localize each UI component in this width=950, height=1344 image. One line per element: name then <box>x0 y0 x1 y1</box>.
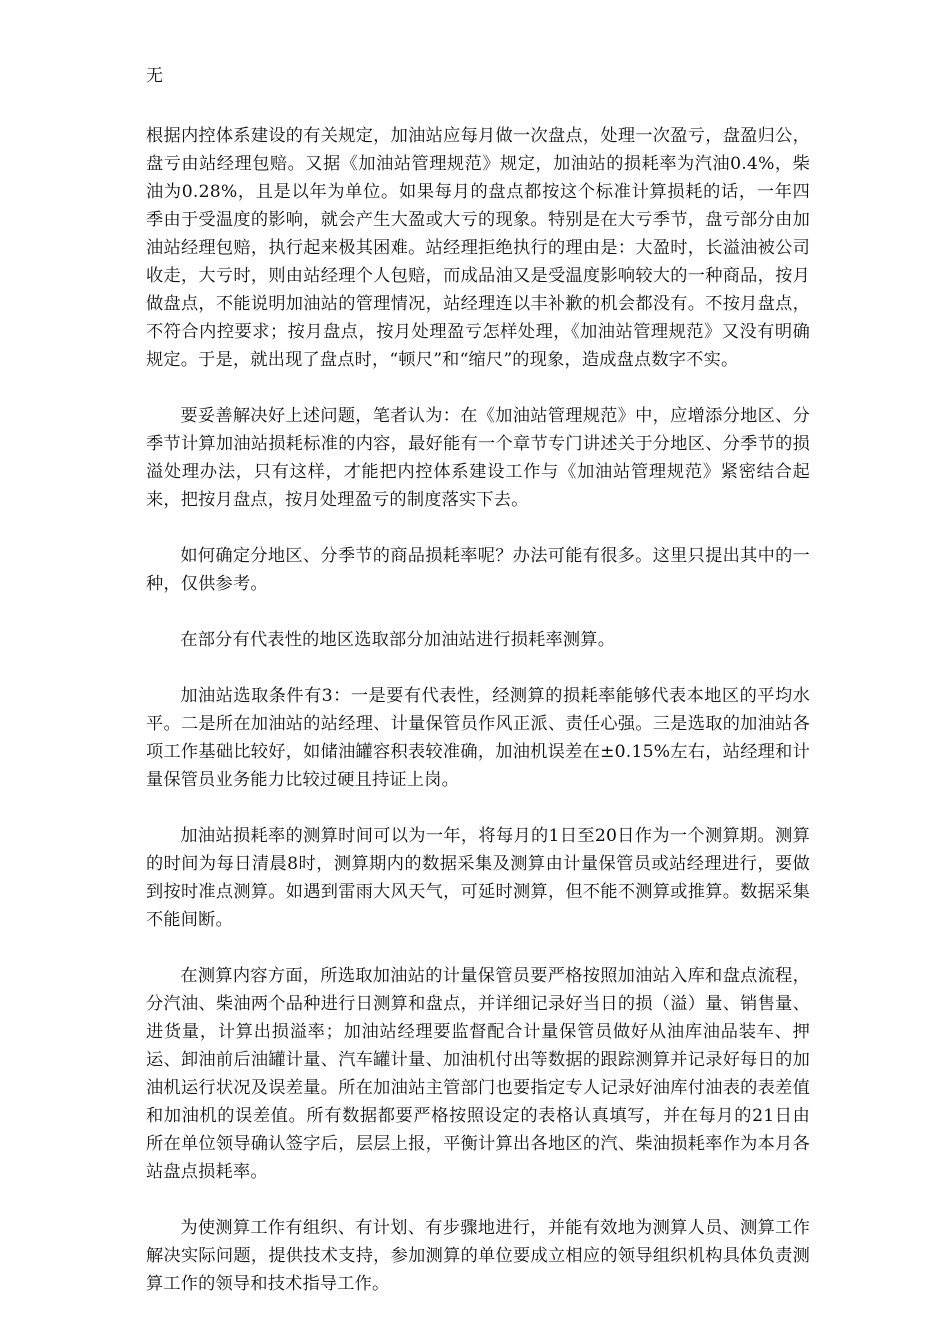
paragraph: 在部分有代表性的地区选取部分加油站进行损耗率测算。 <box>180 630 616 650</box>
paragraph: 如何确定分地区、分季节的商品损耗率呢？办法可能有很多。这里只提出其中的一种，仅供参考。 <box>146 546 810 594</box>
paragraph: 加油站选取条件有3：一是要有代表性，经测算的损耗率能够代表本地区的平均水平。二是所在加油站的站经理、计量保管员作风正派、责任心强。三是选取的加油站各项工作基础比较好，如储油罐容积表较准确，加油机误差在±0.15%左右，站经理和计量保管员业务能力比较过硬且持证上岗。 <box>146 686 810 790</box>
paragraph: 根据内控体系建设的有关规定，加油站应每月做一次盘点，处理一次盈亏，盘盈归公，盘亏由站经理包赔。又据《加油站管理规范》规定，加油站的损耗率为汽油0.4%，柴油为0.28%，且是以年为单位。如果每月的盘点都按这个标准计算损耗的话，一年四季由于受温度的影响，就会产生大盈或大亏的现象。特别是在大亏季节，盘亏部分由加油站经理包赔，执行起来极其困难。站经理拒绝执行的理由是：大盈时，长溢油被公司收走，大亏时，则由站经理个人包赔，而成品油又是受温度影响较大的一种商品，按月做盘点，不能说明加油站的管理情况，站经理连以丰补歉的机会都没有。不按月盘点，不符合内控要求；按月盘点，按月处理盈亏怎样处理，《加油站管理规范》又没有明确规定。于是，就出现了盘点时，“顿尺”和“缩尺”的现象，造成盘点数字不实。 <box>146 126 810 370</box>
paragraph: 加油站损耗率的测算时间可以为一年，将每月的1日至20日作为一个测算期。测算的时间为每日清晨8时，测算期内的数据采集及测算由计量保管员或站经理进行，要做到按时准点测算。如遇到雷雨大风天气，可延时测算，但不能不测算或推算。数据采集不能间断。 <box>146 826 810 930</box>
document-body <box>146 122 810 1326</box>
header-mark: 无 <box>146 66 163 86</box>
paragraph: 为使测算工作有组织、有计划、有步骤地进行，并能有效地为测算人员、测算工作解决实际问题，提供技术支持，参加测算的单位要成立相应的领导组织机构具体负责测算工作的领导和技术指导工作。 <box>146 1218 810 1294</box>
paragraph: 在测算内容方面，所选取加油站的计量保管员要严格按照加油站入库和盘点流程，分汽油、柴油两个品种进行日测算和盘点，并详细记录好当日的损（溢）量、销售量、进货量，计算出损溢率；加油站经理要监督配合计量保管员做好从油库油品装车、押运、卸油前后油罐计量、汽车罐计量、加油机付出等数据的跟踪测算并记录好每日的加油机运行状况及误差量。所在加油站主管部门也要指定专人记录好油库付油表的表差值和加油机的误差值。所有数据都要严格按照设定的表格认真填写，并在每月的21日由所在单位领导确认签字后，层层上报，平衡计算出各地区的汽、柴油损耗率作为本月各站盘点损耗率。 <box>146 966 810 1182</box>
paragraph: 要妥善解决好上述问题，笔者认为：在《加油站管理规范》中，应增添分地区、分季节计算加油站损耗标准的内容，最好能有一个章节专门讲述关于分地区、分季节的损溢处理办法，只有这样，才能把内控体系建设工作与《加油站管理规范》紧密结合起来，把按月盘点，按月处理盈亏的制度落实下去。 <box>146 406 810 510</box>
